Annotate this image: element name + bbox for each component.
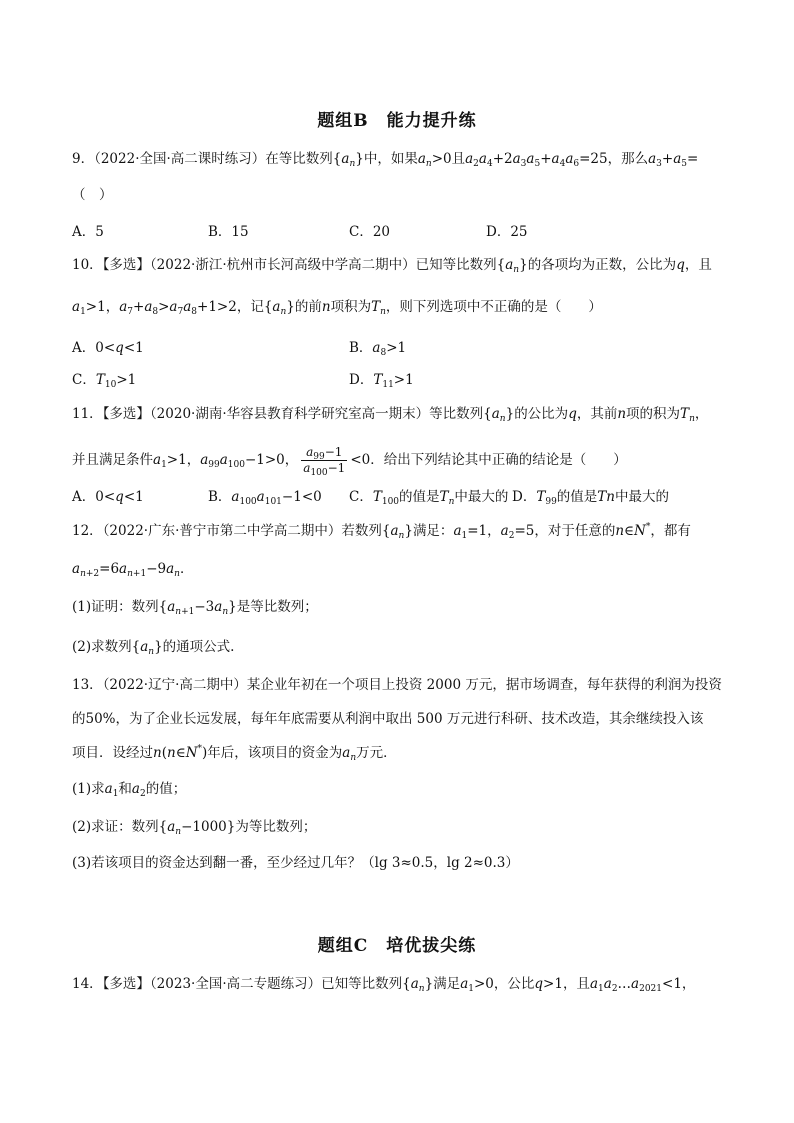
section-heading-b: 题组B 能力提升练 [317,111,477,131]
q9-option-b: B．15 [208,224,249,240]
q10-option-a: A．0<q<1 [72,340,144,356]
question-10-line-1: 10．【多选】（2022·浙江·杭州市长河高级中学高二期中）已知等比数列$\{a_n\}$的各项均为正数，公比为q，且 [72,257,712,275]
question-12-part-1: (1)证明：数列$\{a_{n+1}-3a_n\}$是等比数列； [72,599,318,617]
question-12-recurrence: $a_{n+2}=6a_{n+1}-9a_n$． [72,561,194,579]
question-14-line-1: 14．【多选】（2023·全国·高二专题练习）已知等比数列$\{a_n\}$满足$a_1>0$，公比q>1，且$a_1a_2\dots a_{2021}<1$， [72,976,696,994]
question-13-line-2: 的50%，为了企业长远发展，每年年底需要从利润中取出 500 万元进行科研、技术改造，其余继续投入该 [72,711,704,727]
question-10-line-2: $a_1>1$，$a_7+a_8>a_7a_8+1>2$，记$\{a_n\}$的前n项积为$T_n$，则下列选项中不正确的是（ ） [72,299,602,317]
fraction: $\frac{a_{99}-1}{a_{100}-1}$ [303,445,346,478]
q11-option-d: D．$T_{99}$的值是Tn中最大的 [512,489,669,507]
question-9-line-1: 9．（2022·全国·高二课时练习）在等比数列$\{a_n\}$中，如果$a_n>0$且$a_2a_4+2a_3a_5+a_4a_6=25$，那么$a_3+a_5=$ [72,151,699,169]
q10-option-b: B．$a_8>1$ [349,340,407,358]
q11-option-b: B．$a_{100}a_{101}-1<0$ [208,489,322,507]
question-13-part-1: (1)求$a_1$和$a_2$的值； [72,781,187,799]
section-heading-c: 题组C 培优拔尖练 [317,936,477,956]
question-13-line-3: 项目．设经过n(n∈N*)年后，该项目的资金为$a_n$万元． [72,744,397,763]
q9-option-d: D．25 [486,224,528,240]
q10-option-d: D．$T_{11}>1$ [349,372,414,390]
question-11-line-2: 并且满足条件$a_1>1$，$a_{99}a_{100}-1>0$， $\frac{a_{99}-1}{a_{100}-1}$ <0．给出下列结论其中正确的结论是（ ） [72,445,627,478]
question-11-line-1: 11．【多选】（2020·湖南·华容县教育科学研究室高一期末）等比数列$\{a_n\}$的公比为q，其前n项的积为$T_n$， [72,406,709,424]
question-9-paren: （ ） [72,187,113,203]
question-12-part-2: (2)求数列$\{a_n\}$的通项公式. [72,639,235,657]
question-12-line-1: 12．（2022·广东·普宁市第二中学高二期中）若数列$\{a_n\}$满足：$a_1=1$，$a_2=5$，对于任意的n∈N*，都有 [72,522,691,541]
question-13-part-3: (3)若该项目的资金达到翻一番，至少经过几年？（lg 3≈0.5，lg 2≈0.3） [72,855,519,871]
q11-option-c: C．$T_{100}$的值是$T_n$中最大的 [349,489,509,507]
q9-option-c: C．20 [349,224,391,240]
q10-option-c: C．$T_{10}>1$ [72,372,137,390]
q9-option-a: A．5 [72,224,104,240]
q11-option-a: A．0<q<1 [72,489,144,505]
question-13-line-1: 13．（2022·辽宁·高二期中）某企业年初在一个项目上投资 2000 万元，据市场调查，每年获得的利润为投资 [72,677,722,693]
question-13-part-2: (2)求证：数列$\{a_n-1000\}$为等比数列； [72,819,317,837]
